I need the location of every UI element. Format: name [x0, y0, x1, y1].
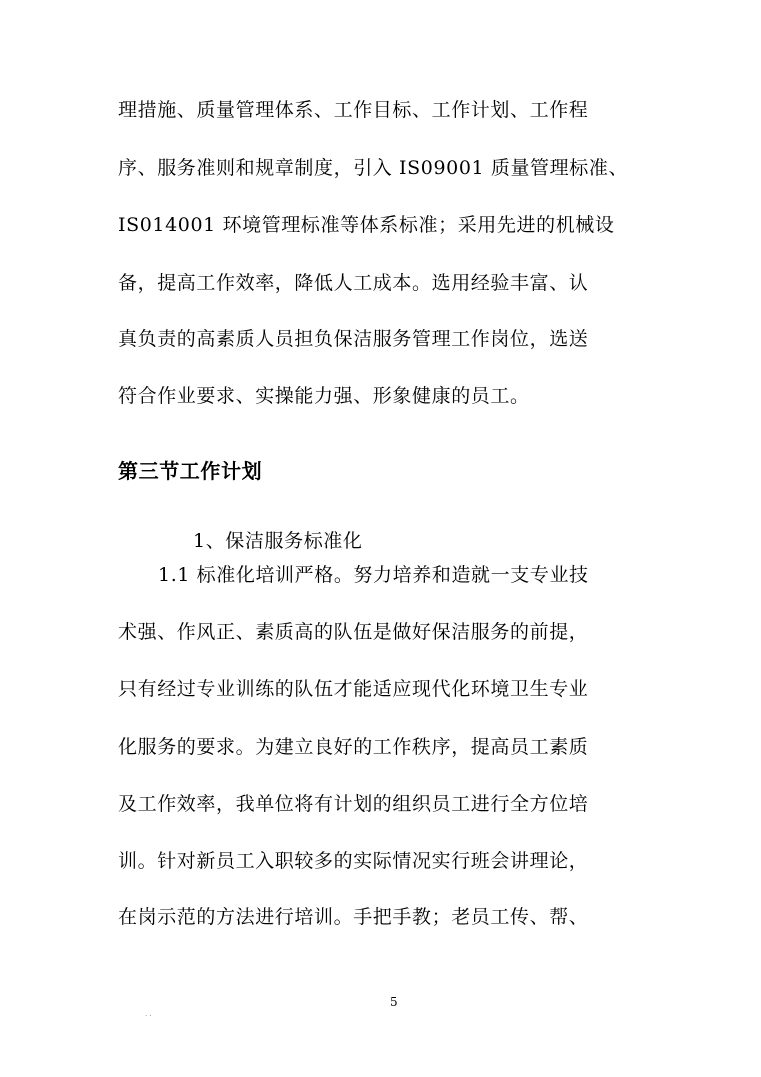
text-line: 序、服务准则和规章制度，引入 IS09001 质量管理标准、: [118, 157, 629, 179]
text-line: 1.1 标准化培训严格。努力培养和造就一支专业技: [158, 564, 589, 586]
subheading: 1、保洁服务标准化: [193, 530, 363, 552]
text-line: 化服务的要求。为建立良好的工作秩序，提高员工素质: [118, 736, 589, 758]
text-line: 术强、作风正、素质高的队伍是做好保洁服务的前提，: [118, 621, 589, 643]
page-number: 5: [390, 995, 398, 1009]
text-line: 及工作效率，我单位将有计划的组织员工进行全方位培: [118, 793, 589, 815]
text-line: 训。针对新员工入职较多的实际情况实行班会讲理论，: [118, 850, 589, 872]
text-line: 理措施、质量管理体系、工作目标、工作计划、工作程: [118, 99, 589, 121]
text-line: 只有经过专业训练的队伍才能适应现代化环境卫生专业: [118, 678, 589, 700]
text-line: IS014001 环境管理标准等体系标准；采用先进的机械设: [118, 214, 615, 236]
text-line: 在岗示范的方法进行培训。手把手教；老员工传、帮、: [118, 906, 589, 928]
text-line: 备，提高工作效率，降低人工成本。选用经验丰富、认: [118, 272, 589, 294]
footer-mark: . .: [145, 1010, 152, 1018]
text-line: 真负责的高素质人员担负保洁服务管理工作岗位，选送: [118, 328, 589, 350]
text-line: 符合作业要求、实操能力强、形象健康的员工。: [118, 385, 530, 407]
section-heading: 第三节工作计划: [118, 459, 263, 483]
